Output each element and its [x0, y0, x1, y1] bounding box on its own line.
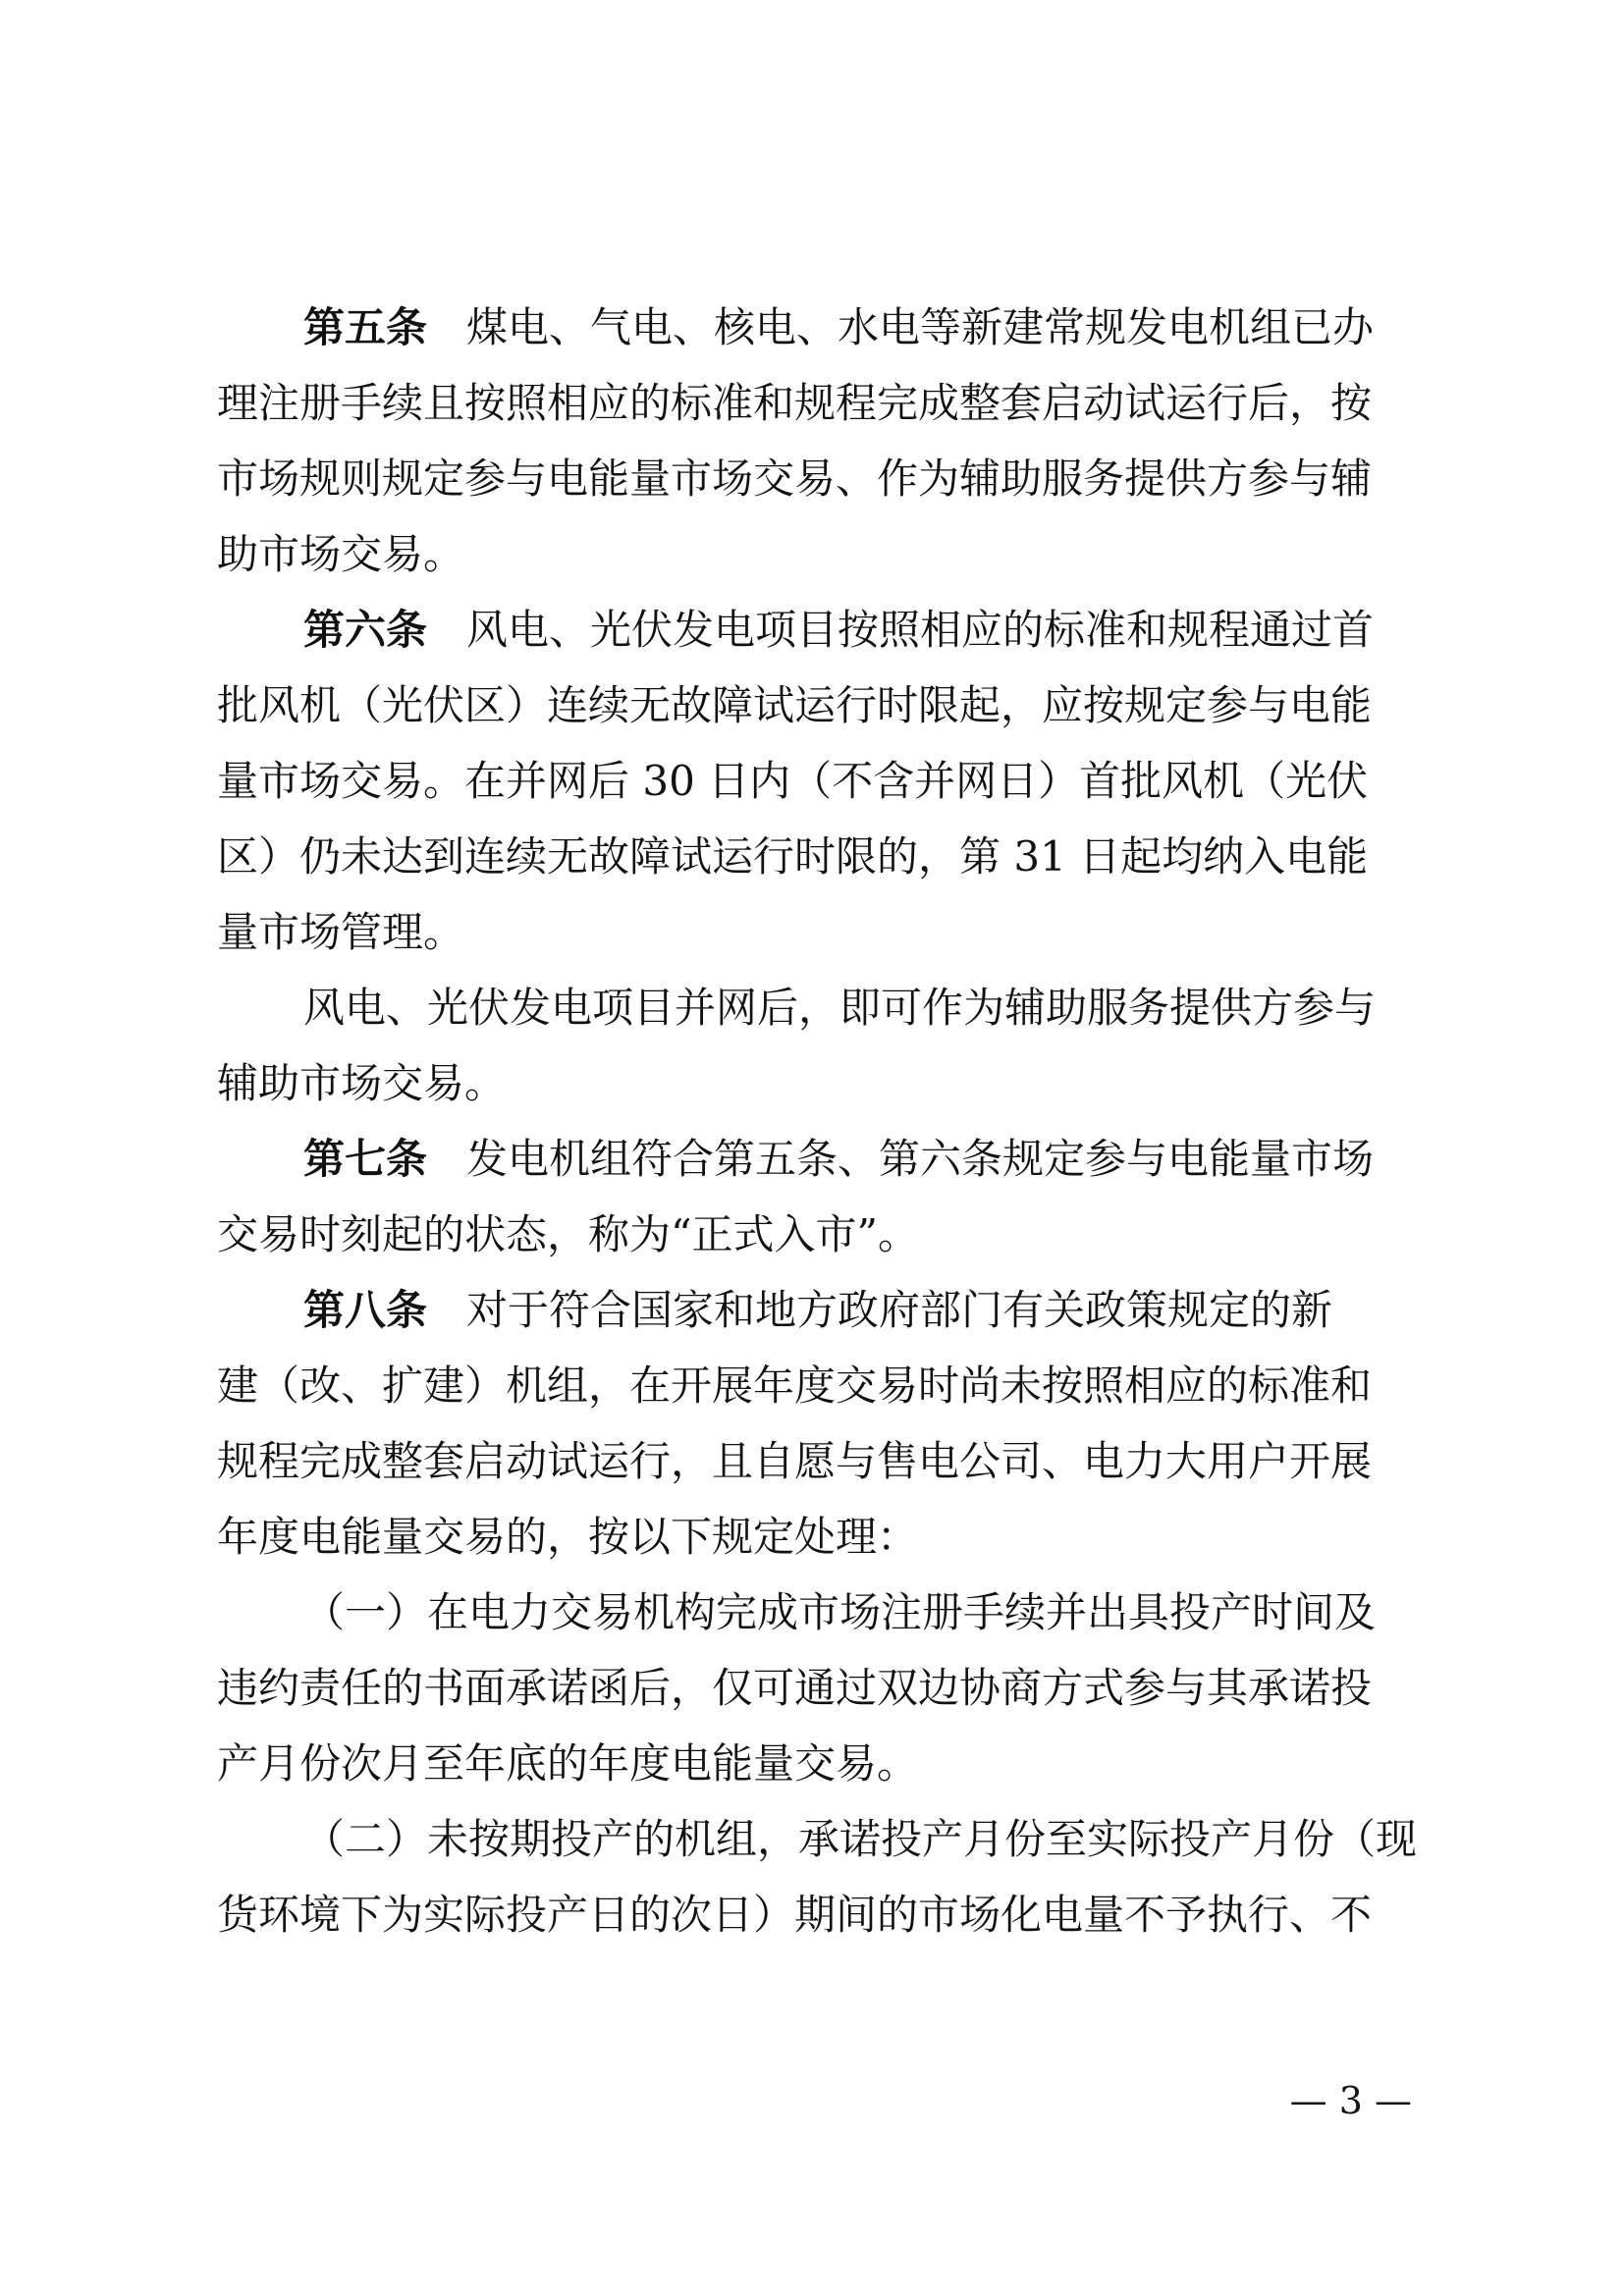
paragraph-line: 产月份次月至年底的年度电能量交易。: [217, 1739, 919, 1788]
paragraph-line: [217, 592, 1412, 667]
paragraph-line: [217, 1272, 1412, 1348]
paragraph-line: 区）仍未达到连续无故障试运行时限的，第 31 日起均纳入电能: [217, 832, 1369, 881]
paragraph-text: 对于符合国家和地方政府部门有关政策规定的新: [466, 1286, 1333, 1334]
paragraph-line: 违约责任的书面承诺函后，仅可通过双边协商方式参与其承诺投: [217, 1664, 1373, 1712]
paragraph-line: 市场规则规定参与电能量市场交易、作为辅助服务提供方参与辅: [217, 454, 1373, 503]
paragraph-line: （一）在电力交易机构完成市场注册手续并出具投产时间及: [303, 1588, 1377, 1636]
paragraph-line: （二）未按期投产的机组，承诺投产月份至实际投产月份（现: [303, 1815, 1418, 1863]
document-body: [217, 290, 1418, 1952]
paragraph-line: 年度电能量交易的，按以下规定处理：: [217, 1513, 919, 1561]
article-heading: 第五条: [303, 303, 428, 351]
paragraph-line: [217, 1121, 1412, 1197]
paragraph-line: 量市场交易。在并网后 30 日内（不含并网日）首批风机（光伏: [217, 757, 1369, 805]
paragraph-text: 煤电、气电、核电、水电等新建常规发电机组已办: [466, 303, 1375, 351]
paragraph-line: 建（改、扩建）机组，在开展年度交易时尚未按照相应的标准和: [217, 1362, 1373, 1410]
paragraph-line: 理注册手续且按照相应的标准和规程完成整套启动试运行后，按: [217, 379, 1373, 427]
paragraph-line: 规程完成整套启动试运行，且自愿与售电公司、电力大用户开展: [217, 1437, 1373, 1485]
paragraph-line: 批风机（光伏区）连续无故障试运行时限起，应按规定参与电能: [217, 681, 1373, 729]
article-heading: 第七条: [303, 1135, 428, 1183]
paragraph-line: 货环境下为实际投产日的次日）期间的市场化电量不予执行、不: [217, 1891, 1373, 1939]
page-number: — 3 —: [1289, 2079, 1412, 2122]
paragraph-text: 发电机组符合第五条、第六条规定参与电能量市场: [466, 1135, 1375, 1183]
paragraph-text: 风电、光伏发电项目按照相应的标准和规程通过首: [466, 606, 1375, 654]
paragraph-line: 交易时刻起的状态，称为“正式入市”。: [217, 1210, 919, 1258]
paragraph-line: 量市场管理。: [217, 908, 465, 956]
paragraph-line: 风电、光伏发电项目并网后，即可作为辅助服务提供方参与: [303, 984, 1377, 1032]
article-heading: 第六条: [303, 606, 428, 654]
paragraph-line: 助市场交易。: [217, 530, 465, 578]
article-heading: 第八条: [303, 1286, 428, 1334]
paragraph-line: [217, 290, 1412, 365]
paragraph-line: 辅助市场交易。: [217, 1059, 507, 1107]
